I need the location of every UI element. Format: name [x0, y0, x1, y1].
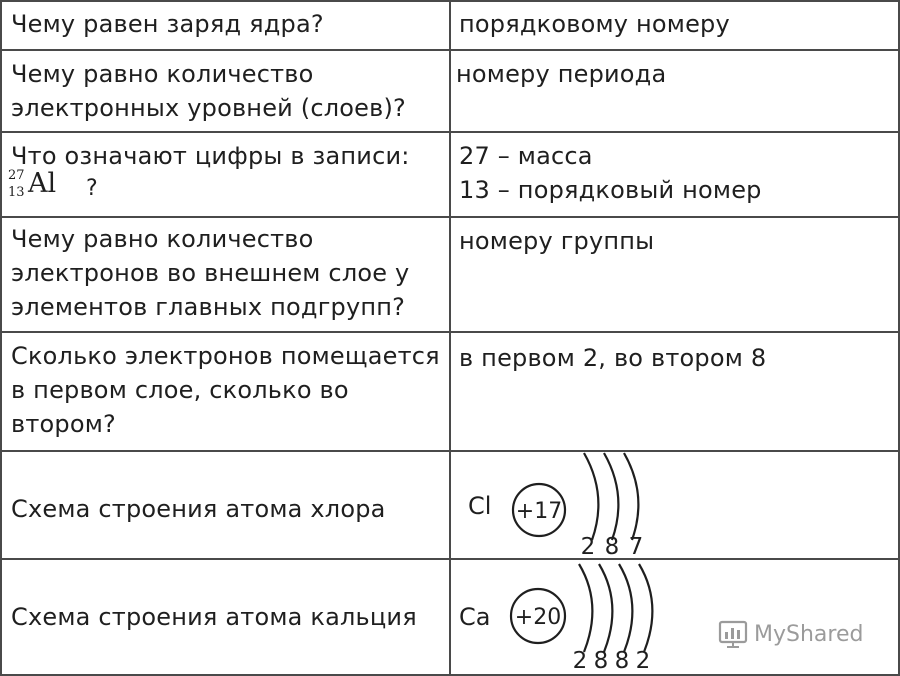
question-text: Чему равно количество электронных уровней (слоев)?	[11, 60, 406, 122]
shell-electron-count: 8	[593, 648, 609, 674]
table-row	[0, 131, 900, 218]
table-row	[0, 0, 900, 51]
question-mark: ?	[86, 176, 98, 201]
table-row	[0, 216, 900, 333]
table-row	[0, 450, 900, 560]
watermark-text: MyShared	[754, 621, 864, 647]
question-cell	[0, 216, 451, 333]
atom-symbol: Cl	[468, 492, 492, 520]
electron-shell-arc	[639, 564, 652, 652]
atom-symbol: Ca	[459, 603, 491, 631]
chlorine-atom-diagram	[451, 450, 898, 558]
question-cell	[0, 131, 451, 218]
question-cell	[0, 0, 451, 51]
question-text: Что означают цифры в записи:	[11, 142, 410, 170]
question-text: Чему равно количество электронов во внешнем слое у элементов главных подгрупп?	[11, 225, 410, 321]
answer-text: 27 – масса 13 – порядковый номер	[459, 142, 762, 204]
question-text: Схема строения атома хлора	[11, 495, 386, 523]
electron-shell-arc	[599, 564, 612, 652]
electron-shell-arc	[584, 453, 598, 540]
table-row	[0, 331, 900, 452]
electron-shell-arc	[579, 564, 592, 652]
answer-cell	[451, 216, 900, 333]
question-text: Схема строения атома кальция	[11, 603, 417, 631]
atomic-number: 13	[8, 185, 25, 200]
answer-text: номеру периода	[456, 60, 667, 88]
answer-cell	[451, 450, 900, 560]
answer-cell	[451, 0, 900, 51]
question-cell	[0, 450, 451, 560]
electron-shell-arc	[624, 453, 638, 540]
answer-text: в первом 2, во втором 8	[459, 344, 767, 372]
watermark	[718, 616, 863, 652]
nucleus-charge: +20	[514, 605, 562, 630]
table-row	[0, 49, 900, 133]
question-text: Сколько электронов помещается в первом слое, сколько во втором?	[11, 342, 440, 438]
answer-text: номеру группы	[459, 227, 655, 255]
question-text: Чему равен заряд ядра?	[11, 10, 324, 38]
answer-cell	[451, 49, 900, 133]
shell-electron-count: 2	[635, 648, 651, 674]
nuclide-notation	[8, 168, 118, 208]
chart-icon	[718, 619, 748, 649]
shell-electron-count: 2	[580, 534, 596, 558]
answer-cell	[451, 131, 900, 218]
shell-electron-count: 8	[604, 534, 620, 558]
answer-text: порядковому номеру	[459, 10, 730, 38]
question-cell	[0, 558, 451, 676]
question-cell	[0, 331, 451, 452]
electron-shell-arc	[604, 453, 618, 540]
mass-number: 27	[8, 168, 25, 183]
element-symbol: Al	[28, 168, 57, 199]
answer-cell	[451, 331, 900, 452]
shell-electron-count: 8	[614, 648, 630, 674]
shell-electron-count: 2	[572, 648, 588, 674]
electron-shell-arc	[619, 564, 632, 652]
nucleus-charge: +17	[515, 499, 563, 524]
question-cell	[0, 49, 451, 133]
shell-electron-count: 7	[628, 534, 644, 558]
